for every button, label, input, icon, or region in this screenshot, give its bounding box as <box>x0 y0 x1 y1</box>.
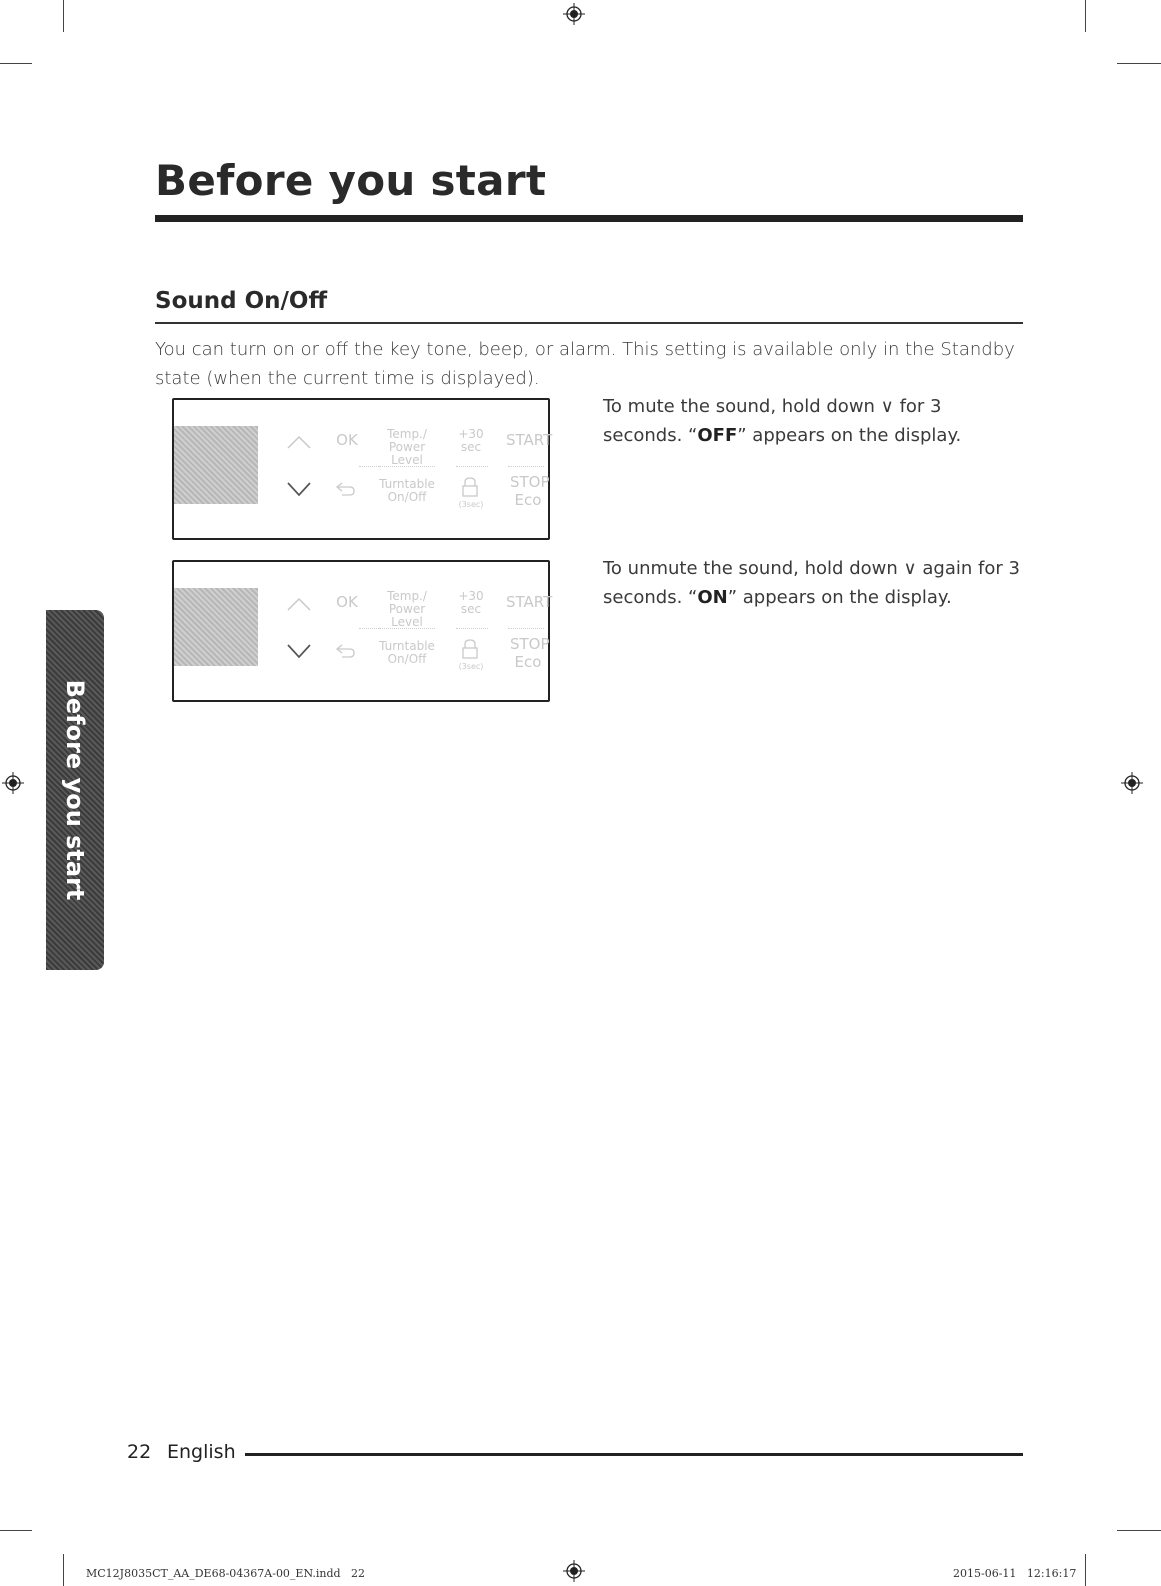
section-rule <box>155 322 1023 324</box>
ok-label: OK <box>336 431 358 449</box>
lock-icon <box>460 476 480 498</box>
start-label: START <box>506 593 553 611</box>
down-arrow-icon <box>286 642 312 660</box>
registration-mark-icon <box>2 772 24 794</box>
eco-label: Eco <box>514 653 542 671</box>
lock-caption: (3sec) <box>458 662 484 671</box>
turntable-line2: On/Off <box>387 490 427 504</box>
turntable-line2: On/Off <box>387 652 427 666</box>
section-heading: Sound On/Off <box>155 288 328 314</box>
side-tab-label: Before you start <box>61 679 89 901</box>
step-text: ” appears on the display. <box>727 587 952 608</box>
turntable-label <box>372 478 442 504</box>
temp-line2: Power Level <box>388 602 426 629</box>
plus30-line2: sec <box>460 602 482 616</box>
footer-language: English <box>167 1441 236 1463</box>
crop-mark <box>0 1530 32 1531</box>
crop-mark <box>63 0 64 32</box>
up-arrow-icon <box>286 434 312 450</box>
plus30-line2: sec <box>460 440 482 454</box>
lock-icon <box>460 638 480 660</box>
divider <box>379 628 435 629</box>
chapter-side-tab <box>46 610 104 970</box>
page-number: 22 <box>127 1441 152 1463</box>
back-icon <box>334 480 358 498</box>
plus30-line1: +30 <box>458 589 484 603</box>
divider <box>456 628 488 629</box>
stop-label: STOP <box>510 635 550 653</box>
crop-mark <box>1117 1530 1161 1531</box>
control-panel-illustration <box>172 398 553 540</box>
control-panel-illustration <box>172 560 553 702</box>
title-rule <box>155 215 1023 222</box>
up-arrow-icon <box>286 596 312 612</box>
key-symbol: ∨ <box>903 558 917 579</box>
page-title: Before you start <box>155 156 547 205</box>
crop-mark <box>1085 1554 1086 1586</box>
registration-mark-icon <box>1121 772 1143 794</box>
display-screen <box>174 588 258 666</box>
step-text: To unmute the sound, hold down <box>603 558 904 579</box>
temp-power-label <box>372 590 442 629</box>
crop-mark <box>1117 63 1161 64</box>
registration-mark-icon <box>563 3 585 25</box>
divider <box>508 466 544 467</box>
divider <box>508 628 544 629</box>
ok-label: OK <box>336 593 358 611</box>
step-text: for 3 seconds. “ <box>603 396 942 446</box>
eco-label: Eco <box>514 491 542 509</box>
down-arrow-icon <box>286 480 312 498</box>
plus30-label <box>454 428 488 454</box>
step-unmute <box>603 554 1023 612</box>
start-label: START <box>506 431 553 449</box>
crop-mark <box>63 1554 64 1586</box>
back-icon <box>334 642 358 660</box>
divider <box>379 466 435 467</box>
display-screen <box>174 426 258 504</box>
slug-file: MC12J8035CT_AA_DE68-04367A-00_EN.indd 22 <box>86 1567 366 1580</box>
registration-mark-icon <box>563 1560 585 1582</box>
lock-caption: (3sec) <box>458 500 484 509</box>
temp-power-label <box>372 428 442 467</box>
slug-timestamp: 2015-06-11 12:16:17 <box>953 1567 1077 1580</box>
step-text: To mute the sound, hold down <box>603 396 881 417</box>
step-text: ” appears on the display. <box>737 425 962 446</box>
crop-mark <box>1085 0 1086 32</box>
plus30-line1: +30 <box>458 427 484 441</box>
turntable-line1: Turntable <box>379 477 435 491</box>
temp-line1: Temp./ <box>387 589 427 603</box>
stop-label: STOP <box>510 473 550 491</box>
turntable-line1: Turntable <box>379 639 435 653</box>
footer-rule <box>245 1453 1023 1456</box>
display-value: ON <box>697 587 728 608</box>
step-mute <box>603 392 1023 450</box>
turntable-label <box>372 640 442 666</box>
step-text: again for 3 seconds. “ <box>603 558 1020 608</box>
temp-line2: Power Level <box>388 440 426 467</box>
key-symbol: ∨ <box>880 396 894 417</box>
plus30-label <box>454 590 488 616</box>
temp-line1: Temp./ <box>387 427 427 441</box>
display-value: OFF <box>697 425 738 446</box>
divider <box>456 466 488 467</box>
intro-paragraph: You can turn on or off the key tone, beep, or alarm. This setting is available only in the Standby state (when the current time is displayed). <box>155 339 1015 389</box>
crop-mark <box>0 63 32 64</box>
